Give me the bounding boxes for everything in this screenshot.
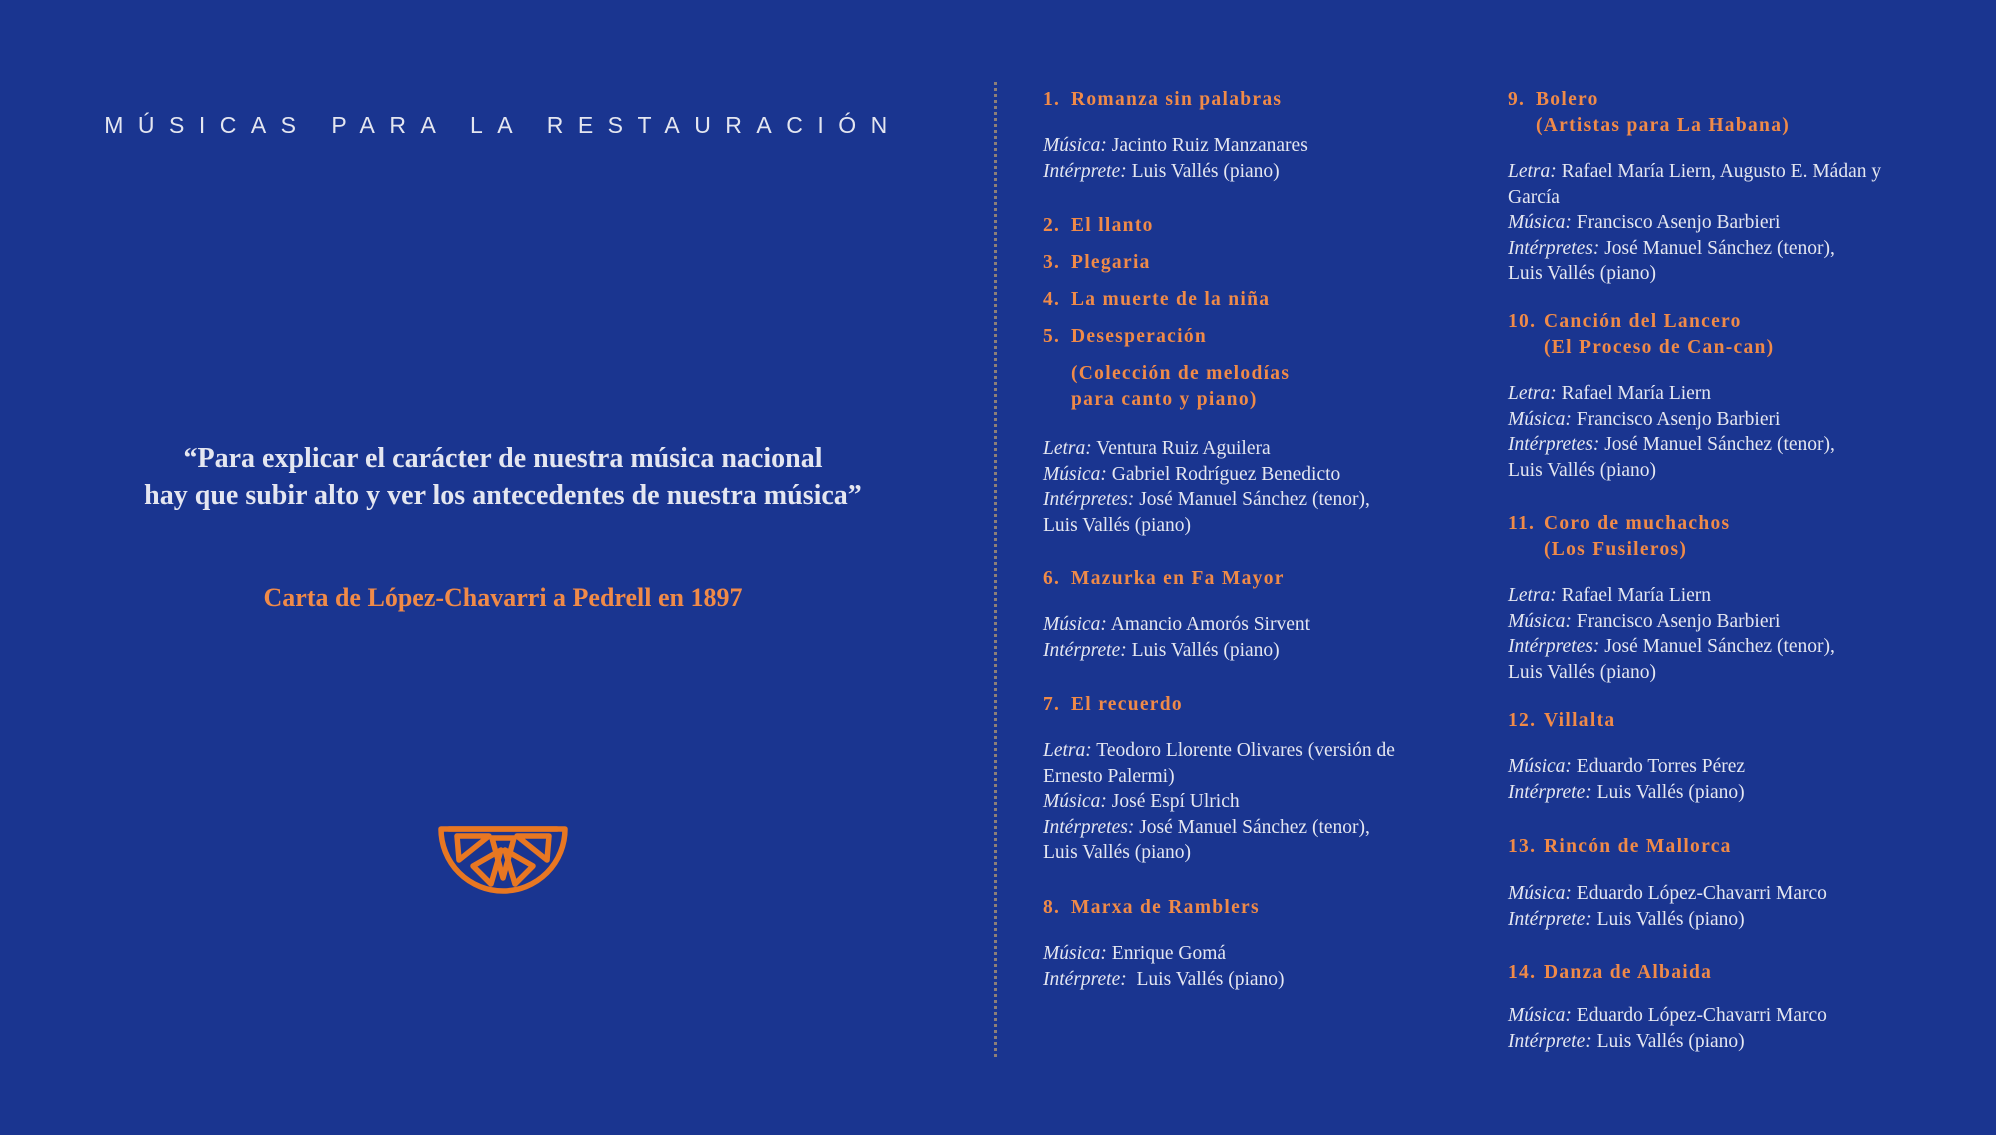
piece-2: 2. El llanto: [1043, 213, 1423, 239]
piece-title: Bolero: [1536, 89, 1599, 110]
piece-11: 11. Coro de muchachos (Los Fusileros) Letra: Rafael María Liern Música: Francisco Asenjo Barbieri Intérpretes: José Manuel Sánchez (tenor), Luis Vallés (piano): [1508, 511, 1908, 685]
piece-title: El recuerdo: [1071, 694, 1183, 715]
piece-credits: Letra: Rafael María Liern Música: Francisco Asenjo Barbieri Intérpretes: José Manuel Sánchez (tenor), Luis Vallés (piano): [1508, 383, 1835, 481]
piece-7: 7. El recuerdo Letra: Teodoro Llorente Olivares (versión de Ernesto Palermi) Música: José Espí Ulrich Intérpretes: José Manuel Sánchez (tenor), Luis Vallés (piano): [1043, 692, 1423, 866]
orange-slice-icon: [437, 826, 569, 898]
piece-title: Coro de muchachos: [1544, 513, 1731, 534]
column-divider: [994, 82, 997, 1057]
piece-title: La muerte de la niña: [1071, 289, 1271, 310]
quote-source: Carta de López-Chavarri a Pedrell en 1897: [263, 583, 743, 612]
piece-title: Danza de Albaida: [1544, 962, 1713, 983]
quote: [0, 440, 1006, 514]
piece-credits: Letra: Rafael María Liern, Augusto E. Mádan y García Música: Francisco Asenjo Barbieri Intérpretes: José Manuel Sánchez (tenor), Luis Vallés (piano): [1508, 161, 1882, 284]
piece-title: Romanza sin palabras: [1071, 89, 1283, 110]
quote-line-2: hay que subir alto y ver los antecedentes de nuestra música”: [144, 480, 862, 511]
section-title: MÚSICAS PARA LA RESTAURACIÓN: [104, 112, 902, 138]
piece-credits: Música: Eduardo López-Chavarri Marco Intérprete: Luis Vallés (piano): [1508, 1005, 1827, 1052]
piece-1: 1. Romanza sin palabras Música: Jacinto Ruiz Manzanares Intérprete: Luis Vallés (piano): [1043, 87, 1423, 184]
piece-8: 8. Marxa de Ramblers Música: Enrique Gomá Intérprete: Luis Vallés (piano): [1043, 895, 1423, 992]
piece-subtitle: (Artistas para La Habana): [1536, 115, 1791, 136]
piece-14: 14. Danza de Albaida Música: Eduardo López-Chavarri Marco Intérprete: Luis Vallés (piano): [1508, 960, 1908, 1054]
piece-credits: Música: Eduardo López-Chavarri Marco Intérprete: Luis Vallés (piano): [1508, 883, 1827, 930]
piece-9: 9. Bolero (Artistas para La Habana) Letra: Rafael María Liern, Augusto E. Mádan y García Música: Francisco Asenjo Barbieri Intérpretes: José Manuel Sánchez (tenor), Luis Vallés (piano): [1508, 87, 1908, 287]
piece-credits: Letra: Teodoro Llorente Olivares (versión de Ernesto Palermi) Música: José Espí Ulrich Intérpretes: José Manuel Sánchez (tenor), Luis Vallés (piano): [1043, 740, 1395, 863]
piece-title: Rincón de Mallorca: [1544, 836, 1732, 857]
piece-title: El llanto: [1071, 215, 1154, 236]
piece-4: 4. La muerte de la niña: [1043, 287, 1423, 313]
piece-credits: Letra: Ventura Ruiz Aguilera Música: Gabriel Rodríguez Benedicto Intérpretes: José Manuel Sánchez (tenor), Luis Vallés (piano): [1043, 438, 1370, 536]
piece-subtitle: (Los Fusileros): [1544, 539, 1688, 560]
piece-3: 3. Plegaria: [1043, 250, 1423, 276]
piece-subtitle: (Colección de melodías para canto y piano): [1071, 363, 1291, 410]
piece-title: Villalta: [1544, 710, 1616, 731]
piece-title: Canción del Lancero: [1544, 311, 1742, 332]
piece-credits: Letra: Rafael María Liern Música: Francisco Asenjo Barbieri Intérpretes: José Manuel Sánchez (tenor), Luis Vallés (piano): [1508, 585, 1835, 683]
quote-line-1: “Para explicar el carácter de nuestra música nacional: [183, 443, 823, 474]
piece-title: Plegaria: [1071, 252, 1151, 273]
piece-credits: Música: Jacinto Ruiz Manzanares Intérprete: Luis Vallés (piano): [1043, 135, 1308, 182]
piece-title: Mazurka en Fa Mayor: [1071, 568, 1285, 589]
piece-credits: Música: Amancio Amorós Sirvent Intérprete: Luis Vallés (piano): [1043, 614, 1311, 661]
piece-5: 5. Desesperación (Colección de melodías para canto y piano) Letra: Ventura Ruiz Aguilera Música: Gabriel Rodríguez Benedicto Intérpretes: José Manuel Sánchez (tenor), Luis Vallés (piano): [1043, 324, 1423, 538]
piece-credits: Música: Eduardo Torres Pérez Intérprete: Luis Vallés (piano): [1508, 756, 1746, 803]
piece-credits: Música: Enrique Gomá Intérprete: Luis Vallés (piano): [1043, 943, 1285, 990]
piece-13: 13. Rincón de Mallorca Música: Eduardo López-Chavarri Marco Intérprete: Luis Vallés (piano): [1508, 834, 1908, 932]
piece-title: Desesperación: [1071, 326, 1208, 347]
piece-10: 10. Canción del Lancero (El Proceso de Can-can) Letra: Rafael María Liern Música: Francisco Asenjo Barbieri Intérpretes: José Manuel Sánchez (tenor), Luis Vallés (piano): [1508, 309, 1908, 483]
intro-panel: [0, 0, 990, 1135]
piece-12: 12. Villalta Música: Eduardo Torres Pérez Intérprete: Luis Vallés (piano): [1508, 708, 1908, 805]
piece-title: Marxa de Ramblers: [1071, 897, 1260, 918]
piece-subtitle: (El Proceso de Can-can): [1544, 337, 1775, 358]
piece-6: 6. Mazurka en Fa Mayor Música: Amancio Amorós Sirvent Intérprete: Luis Vallés (piano): [1043, 566, 1423, 663]
